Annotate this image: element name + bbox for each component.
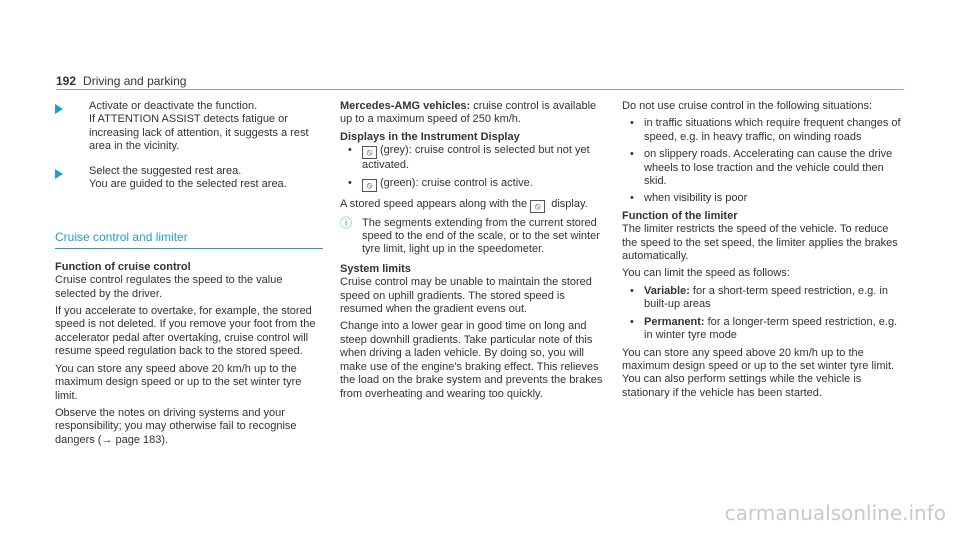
- bullet-icon: •: [348, 144, 352, 157]
- list-item-text: (grey): cruise control is selected but not yet activated.: [362, 144, 590, 172]
- page-header: [56, 74, 186, 88]
- info-note: [340, 217, 610, 257]
- column-middle: [340, 100, 610, 405]
- list-item: [622, 316, 904, 343]
- watermark: carmanualsonline.info: [724, 501, 946, 525]
- bullet-icon: •: [630, 284, 634, 297]
- step-text: Activate or deactivate the function.: [89, 100, 258, 112]
- body-paragraph: You can store any speed above 20 km/h up to the maximum design speed or up to the set winter tyre limit. You can also perform settings while the vehicle is stationary if the vehicle has been started.: [622, 346, 895, 399]
- list-item: [622, 192, 904, 205]
- instruction-step: [55, 165, 323, 192]
- amg-text: cruise control is available up to a maximum speed of 250 km/h.: [340, 100, 597, 126]
- list-item: [622, 285, 904, 312]
- list-item: [622, 117, 904, 144]
- stored-text-end: display.: [548, 197, 588, 210]
- subsection-heading: System limits: [340, 262, 411, 275]
- header-rule: [56, 89, 904, 90]
- step-text: Select the suggested rest area.: [89, 164, 242, 177]
- mode-label: Variable:: [644, 284, 690, 297]
- body-paragraph: If you accelerate to overtake, for example, the stored speed is not deleted. If you remove your foot from the accelerator pedal after overtaking, cruise control will resume speed regulation back to the stored speed.: [55, 305, 316, 358]
- section-heading: Cruise control and limiter: [55, 231, 323, 248]
- list-item: [622, 148, 904, 188]
- column-right: [622, 100, 904, 404]
- cruise-control-icon: ⦸: [362, 179, 377, 192]
- info-icon: ⓘ: [340, 215, 353, 230]
- mode-label: Permanent:: [644, 315, 705, 328]
- amg-paragraph: [340, 100, 610, 127]
- bullet-icon: •: [630, 148, 634, 161]
- body-paragraph: You can limit the speed as follows:: [622, 267, 790, 280]
- bullet-icon: •: [348, 176, 352, 189]
- bullet-icon: •: [630, 315, 634, 328]
- body-paragraph: Cruise control regulates the speed to the value selected by the driver.: [55, 274, 283, 300]
- body-paragraph: Change into a lower gear in good time on long and steep downhill gradients. Take particular note of this when driving a laden vehicle. By doing so, you will make use of the engine's braking effect. This relieves the load on the brake system and prevents the brakes from overheating and wearing too quickly.: [340, 320, 603, 400]
- subsection-heading: Displays in the Instrument Display: [340, 130, 520, 143]
- note-text: The segments extending from the current stored speed to the end of the scale, or to the set winter tyre limit, light up in the speedometer.: [362, 216, 600, 256]
- bullet-icon: •: [630, 117, 634, 130]
- amg-label: Mercedes-AMG vehicles:: [340, 100, 471, 112]
- body-paragraph: Do not use cruise control in the following situations:: [622, 100, 873, 112]
- mode-text: for a longer-term speed restriction, e.g. in winter tyre mode: [644, 315, 898, 342]
- cruise-control-icon: ⦸: [530, 200, 545, 213]
- list-item-text: on slippery roads. Accelerating can cause the drive wheels to lose traction and the vehicle could then skid.: [644, 148, 893, 188]
- list-item: [340, 144, 610, 172]
- cruise-control-icon: ⦸: [362, 146, 377, 159]
- list-item-text: (green): cruise control is active.: [380, 176, 533, 189]
- step-arrow-icon: [55, 169, 63, 179]
- list-item-text: in traffic situations which require frequent changes of speed, e.g. in heavy traffic, on winding roads: [644, 117, 901, 143]
- page-number: 192: [56, 74, 77, 88]
- body-paragraph: You can store any speed above 20 km/h up to the maximum design speed or up to the set winter tyre limit.: [55, 362, 302, 402]
- stored-text-start: A stored speed appears along with the: [340, 197, 531, 210]
- step-arrow-icon: [55, 104, 63, 114]
- step-text: If ATTENTION ASSIST detects fatigue or increasing lack of attention, it suggests a rest area in the vicinity.: [89, 113, 309, 153]
- list-item-text: when visibility is poor: [644, 192, 748, 205]
- body-paragraph: Cruise control may be unable to maintain the stored speed on uphill gradients. The stored speed is resumed when the gradient evens out.: [340, 276, 592, 316]
- step-text: You are guided to the selected rest area.: [89, 178, 287, 191]
- bullet-icon: •: [630, 192, 634, 205]
- body-paragraph: Observe the notes on driving systems and your responsibility; you may otherwise fail to recognise dangers (→ page 183).: [55, 406, 297, 446]
- body-paragraph: [340, 198, 610, 213]
- mode-text: for a short-term speed restriction, e.g. in built-up areas: [644, 284, 888, 311]
- subsection-heading: Function of the limiter: [622, 209, 738, 222]
- column-left: [55, 100, 323, 451]
- list-item: [340, 177, 610, 192]
- body-paragraph: The limiter restricts the speed of the vehicle. To reduce the speed to the set speed, the limiter applies the brakes automatically.: [622, 223, 898, 263]
- instruction-step: [55, 100, 323, 154]
- subsection-heading: Function of cruise control: [55, 260, 191, 273]
- chapter-title: Driving and parking: [83, 74, 187, 88]
